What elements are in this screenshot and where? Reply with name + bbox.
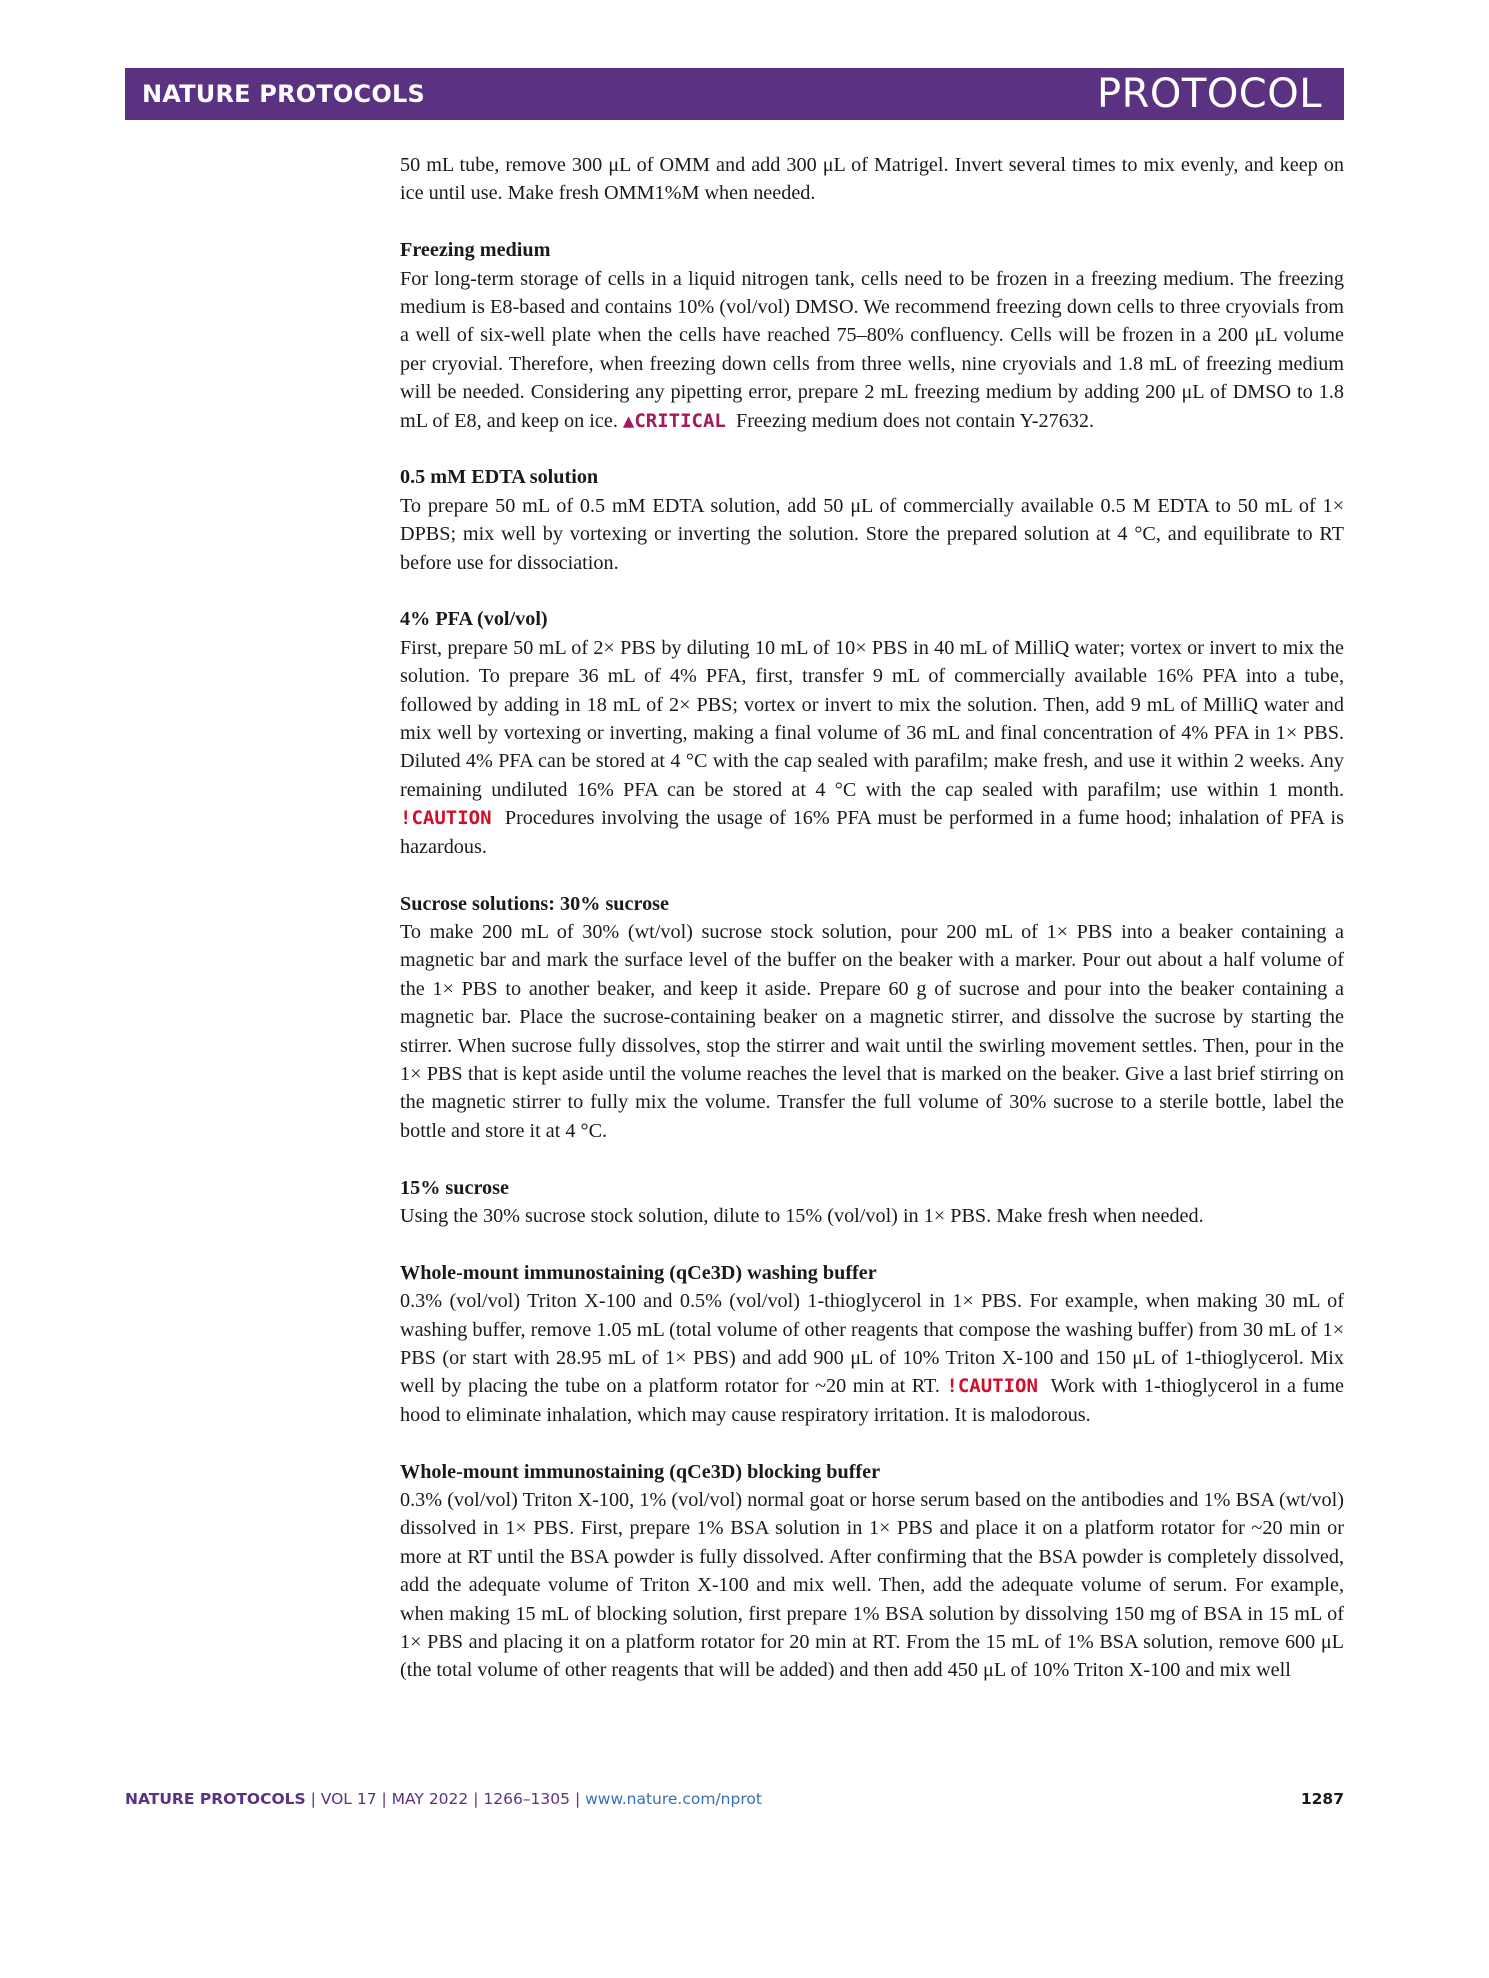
section-sucrose-30 xyxy=(400,890,1344,1146)
footer-separator: | xyxy=(376,1790,392,1808)
footer-volume: VOL 17 xyxy=(320,1790,377,1808)
section-heading: Whole-mount immunostaining (qCe3D) blocking buffer xyxy=(400,1460,881,1483)
footer-citation xyxy=(125,1790,762,1808)
section-pfa xyxy=(400,605,1344,861)
caution-label: !CAUTION xyxy=(946,1375,1038,1398)
section-paragraph xyxy=(400,634,1344,861)
section-edta-solution xyxy=(400,463,1344,577)
footer-separator: | xyxy=(570,1790,586,1808)
section-paragraph: Using the 30% sucrose stock solution, dilute to 15% (vol/vol) in 1× PBS. Make fresh when needed. xyxy=(400,1204,1204,1227)
section-heading: 0.5 mM EDTA solution xyxy=(400,466,599,489)
footer-pages: 1266–1305 xyxy=(483,1790,571,1808)
section-heading: Sucrose solutions: 30% sucrose xyxy=(400,892,670,915)
section-sucrose-15 xyxy=(400,1174,1344,1231)
footer-url-link[interactable]: www.nature.com/nprot xyxy=(585,1790,762,1808)
caution-text: Work with 1-thioglycerol in a fume hood to eliminate inhalation, which may cause respiratory irritation. It is malodorous. xyxy=(400,1375,1345,1426)
article-type-label: PROTOCOL xyxy=(1096,71,1322,117)
section-text: First, prepare 50 mL of 2× PBS by diluting 10 mL of 10× PBS in 40 mL of MilliQ water; vortex or invert to mix the solution. To prepare 36 mL of 4% PFA, first, transfer 9 mL of commercially available 16% PFA into a tube, followed by adding in 18 mL of 2× PBS; vortex or invert to mix the solution. Then, add 9 mL of MilliQ water and mix well by vortexing or inverting, making a final volume of 36 mL and final concentration of 4% PFA in 1× PBS. Diluted 4% PFA can be stored at 4 °C with the cap sealed with parafilm; make fresh, and use it within 2 weeks. Any remaining undiluted 16% PFA can be stored at 4 °C with the cap sealed with parafilm; use within 1 month. xyxy=(400,636,1344,801)
footer-separator: | xyxy=(468,1790,484,1808)
critical-text: Freezing medium does not contain Y-27632. xyxy=(735,409,1095,432)
intro-paragraph: 50 mL tube, remove 300 μL of OMM and add 300 μL of Matrigel. Invert several times to mix evenly, and keep on ice until use. Make fresh OMM1%M when needed. xyxy=(400,154,1344,205)
caution-text: Procedures involving the usage of 16% PFA must be performed in a fume hood; inhalation of PFA is hazardous. xyxy=(400,807,1345,858)
journal-name: NATURE PROTOCOLS xyxy=(142,80,425,108)
footer-journal: NATURE PROTOCOLS xyxy=(125,1790,306,1808)
section-paragraph: To make 200 mL of 30% (wt/vol) sucrose stock solution, pour 200 mL of 1× PBS into a beaker containing a magnetic bar and mark the surface level of the buffer on the beaker with a marker. Pour out about a half volume of the 1× PBS to another beaker, and keep it aside. Prepare 60 g of sucrose and pour into the beaker containing a magnetic bar. Place the sucrose-containing beaker on a magnetic stirrer, and dissolve the sucrose by starting the stirrer. When sucrose fully dissolves, stop the stirrer and wait until the swirling movement settles. Then, pour in the 1× PBS that is kept aside until the volume reaches the level that is marked on the beaker. Give a last brief stirring on the magnetic stirrer to fully mix the volume. Transfer the full volume of 30% sucrose to a sterile bottle, label the bottle and store it at 4 °C. xyxy=(400,920,1344,1142)
caution-label: !CAUTION xyxy=(400,807,492,830)
section-paragraph xyxy=(400,265,1344,435)
section-heading: 4% PFA (vol/vol) xyxy=(400,608,548,631)
section-heading: Whole-mount immunostaining (qCe3D) washing buffer xyxy=(400,1261,877,1284)
journal-header-bar xyxy=(125,68,1344,120)
footer-separator: | xyxy=(305,1790,321,1808)
section-text: 0.3% (vol/vol) Triton X-100 and 0.5% (vol/vol) 1-thioglycerol in 1× PBS. For example, when making 30 mL of washing buffer, remove 1.05 mL (total volume of other reagents that compose the washing buffer) from 30 mL of 1× PBS (or start with 28.95 mL of 1× PBS) and add 900 μL of 10% Triton X-100 and 150 μL of 1-thioglycerol. Mix well by placing the tube on a platform rotator for ~20 min at RT. xyxy=(400,1290,1344,1398)
section-paragraph: To prepare 50 mL of 0.5 mM EDTA solution, add 50 μL of commercially available 0.5 M EDTA to 50 mL of 1× DPBS; mix well by vortexing or inverting the solution. Store the prepared solution at 4 °C, and equilibrate to RT before use for dissociation. xyxy=(400,494,1344,574)
section-paragraph xyxy=(400,1287,1344,1429)
article-body xyxy=(400,151,1344,1685)
page-footer xyxy=(125,1790,1344,1808)
section-heading: Freezing medium xyxy=(400,239,551,262)
section-text: For long-term storage of cells in a liquid nitrogen tank, cells need to be frozen in a freezing medium. The freezing medium is E8-based and contains 10% (vol/vol) DMSO. We recommend freezing down cells to three cryovials from a well of six-well plate when the cells have reached 75–80% confluency. Cells will be frozen in a 200 μL volume per cryovial. Therefore, when freezing down cells from three wells, nine cryovials and 1.8 mL of freezing medium will be needed. Considering any pipetting error, prepare 2 mL freezing medium by adding 200 μL of DMSO to 1.8 mL of E8, and keep on ice. xyxy=(400,267,1344,432)
section-washing-buffer xyxy=(400,1259,1344,1429)
footer-date: MAY 2022 xyxy=(391,1790,469,1808)
section-paragraph: 0.3% (vol/vol) Triton X-100, 1% (vol/vol) normal goat or horse serum based on the antibodies and 1% BSA (wt/vol) dissolved in 1× PBS. First, prepare 1% BSA solution in 1× PBS and place it on a platform rotator for ~20 min or more at RT until the BSA powder is fully dissolved. After confirming that the BSA powder is completely dissolved, add the adequate volume of Triton X-100 and mix well. Then, add the adequate volume of serum. For example, when making 15 mL of blocking solution, first prepare 1% BSA solution by dissolving 150 mg of BSA in 15 mL of 1× PBS and placing it on a platform rotator for 20 min at RT. From the 15 mL of 1% BSA solution, remove 600 μL (the total volume of other reagents that will be added) and then add 450 μL of 10% Triton X-100 and mix well xyxy=(400,1488,1344,1682)
page-number: 1287 xyxy=(1300,1790,1344,1808)
critical-label: ▲CRITICAL xyxy=(622,409,726,432)
section-freezing-medium xyxy=(400,236,1344,435)
section-heading: 15% sucrose xyxy=(400,1176,509,1199)
section-blocking-buffer xyxy=(400,1458,1344,1685)
